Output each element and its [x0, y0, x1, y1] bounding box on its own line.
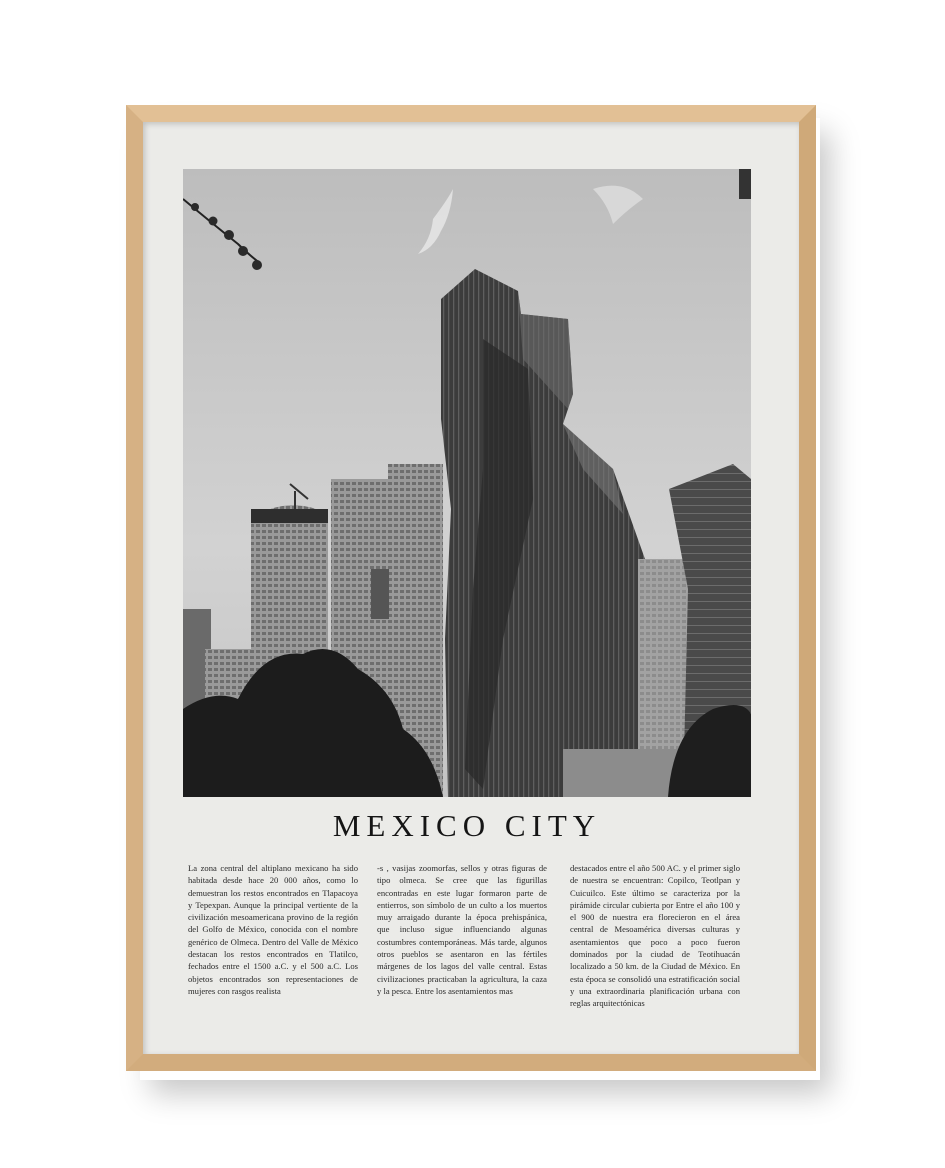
skyline-photo	[183, 169, 751, 797]
poster-title: MEXICO CITY	[332, 808, 602, 843]
text-column-1: La zona central del altiplano mexicano ha sido habitada desde hace 20 000 años, como lo demuestran los restos encontrados en Tlapacoya y Tepexpan. Aunque la principal vertiente de la civilización mesoamericana provino de la región del Golfo de México, conocida con el nombre genérico de Olmeca. Dentro del Valle de México destacan los restos encontrados en Tlatilco, fechados entre el 1500 a.C. y el 500 a.C. Los objetos encontrados son representaciones de mujeres con rasgos realista	[188, 863, 358, 996]
text-column-3: destacados entre el año 500 AC. y el primer siglo de nuestra se encuentran: Copilco, Teotlpan y Cuicuilco. Este último se caracteriza por la pirámide circular cubierta por Entre el año 100 y el 900 de nuestra era florecieron en el área central de Mesoamérica diversas culturas y asentamientos que poco a poco fueron dominados por la ciudad de Teotihuacán localizado a 50 km. de la Ciudad de México. En esta época se consolidó una estratificación social y una extraordinaria planificación urbana con reglas arquitectónicas	[570, 863, 740, 1009]
text-column-2: -s , vasijas zoomorfas, sellos y otras figuras de tipo olmeca. Se cree que las figurillas encontradas en este lugar formaron parte de entierros, son símbolo de un culto a los muertos muy arraigado durante la época prehispánica, que incluso sigue influenciando algunas costumbres contemporáneas. Más tarde, algunos otros pueblos se asentaron en las fértiles márgenes de los lagos del valle central. Estas civilizaciones practicaban la agricultura, la caza y la pesca. Entre los asentamientos mas	[377, 863, 547, 996]
